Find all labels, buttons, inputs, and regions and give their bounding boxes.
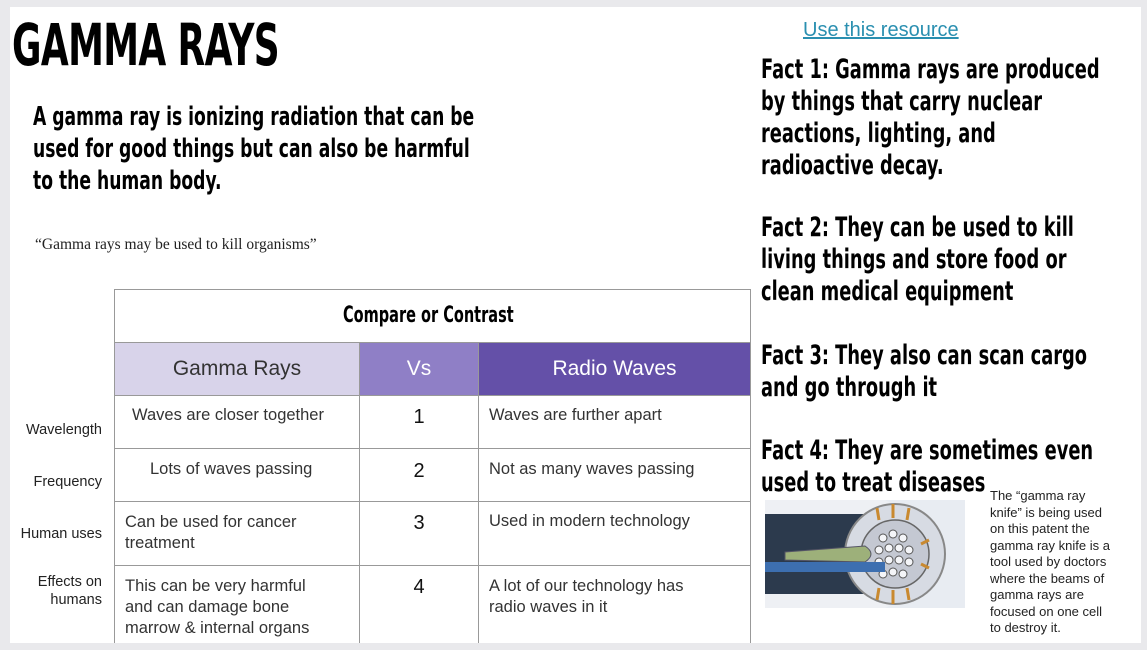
fact-line: and go through it <box>761 372 938 403</box>
cell-line: This can be very harmful <box>125 577 306 595</box>
table-cell-gamma: Lots of waves passing <box>115 449 360 502</box>
row-label-frequency: Frequency <box>33 474 102 490</box>
table-cell-num: 3 <box>360 502 479 566</box>
fact-line: Fact 2: They can be used to kill <box>761 212 1074 243</box>
gamma-knife-illustration <box>765 500 965 608</box>
caption-line: The “gamma ray <box>990 488 1086 503</box>
cell-line: radio waves in it <box>489 598 608 616</box>
caption-line: tool used by doctors <box>990 554 1107 569</box>
fact-line: reactions, lighting, and <box>761 118 996 149</box>
cell-line: and can damage bone <box>125 598 290 616</box>
table-cell-num: 1 <box>360 396 479 449</box>
table-cell-gamma <box>115 502 360 566</box>
intro-line: used for good things but can also be harmful <box>33 134 470 164</box>
fact-line: used to treat diseases <box>761 467 986 498</box>
caption-line: on this patent the <box>990 521 1090 536</box>
col-header-radio: Radio Waves <box>479 343 750 396</box>
caption-line: gamma ray knife is a <box>990 537 1110 553</box>
resource-link[interactable]: Use this resource <box>803 19 959 41</box>
slide <box>10 7 1141 643</box>
caption-line: knife” is being used <box>990 504 1103 520</box>
table-header <box>115 290 750 343</box>
fact-line: by things that carry nuclear <box>761 86 1043 117</box>
table-cell-num: 4 <box>360 566 479 643</box>
fact-line: Fact 1: Gamma rays are produced <box>761 54 1100 85</box>
page-title: GAMMA RAYS <box>12 11 280 79</box>
fact-line: Fact 3: They also can scan cargo <box>761 340 1088 371</box>
cell-line: treatment <box>125 534 195 552</box>
intro-text <box>33 101 474 197</box>
fact-2 <box>761 212 1074 308</box>
intro-line: to the human body. <box>33 166 222 196</box>
row-label-line: humans <box>50 592 102 608</box>
fact-line: radioactive decay. <box>761 150 944 181</box>
table-cell-radio: Waves are further apart <box>479 396 750 449</box>
image-caption <box>990 488 1126 637</box>
quote: “Gamma rays may be used to kill organisms” <box>35 236 317 253</box>
col-header-gamma: Gamma Rays <box>115 343 360 396</box>
table-cell-radio <box>479 566 750 643</box>
fact-line: Fact 4: They are sometimes even <box>761 435 1094 466</box>
col-header-vs: Vs <box>360 343 479 396</box>
caption-line: focused on one cell <box>990 603 1103 619</box>
intro-line: A gamma ray is ionizing radiation that can be <box>33 102 475 132</box>
fact-1 <box>761 54 1100 182</box>
caption-line: to destroy it. <box>990 620 1061 635</box>
row-label-line: Effects on <box>37 574 102 590</box>
table-cell-radio: Used in modern technology <box>479 502 750 566</box>
table-cell-gamma <box>115 566 360 643</box>
fact-line: living things and store food or <box>761 244 1067 275</box>
table-cell-gamma: Waves are closer together <box>115 396 360 449</box>
treatment-table <box>765 562 885 572</box>
cell-line: A lot of our technology has <box>489 577 684 595</box>
row-label-human-uses: Human uses <box>20 526 102 542</box>
caption-line: gamma rays are <box>990 587 1084 602</box>
fact-3 <box>761 340 1087 404</box>
cell-line: Can be used for cancer <box>125 513 297 531</box>
row-label-wavelength: Wavelength <box>25 422 102 438</box>
table-cell-radio: Not as many waves passing <box>479 449 750 502</box>
cell-line: marrow & internal organs <box>125 619 310 637</box>
fact-line: clean medical equipment <box>761 276 1014 307</box>
table-cell-num: 2 <box>360 449 479 502</box>
compare-table <box>114 289 751 643</box>
row-label-effects <box>10 573 102 609</box>
table-header-text: Compare or Contrast <box>343 303 514 328</box>
caption-line: where the beams of <box>990 570 1105 586</box>
